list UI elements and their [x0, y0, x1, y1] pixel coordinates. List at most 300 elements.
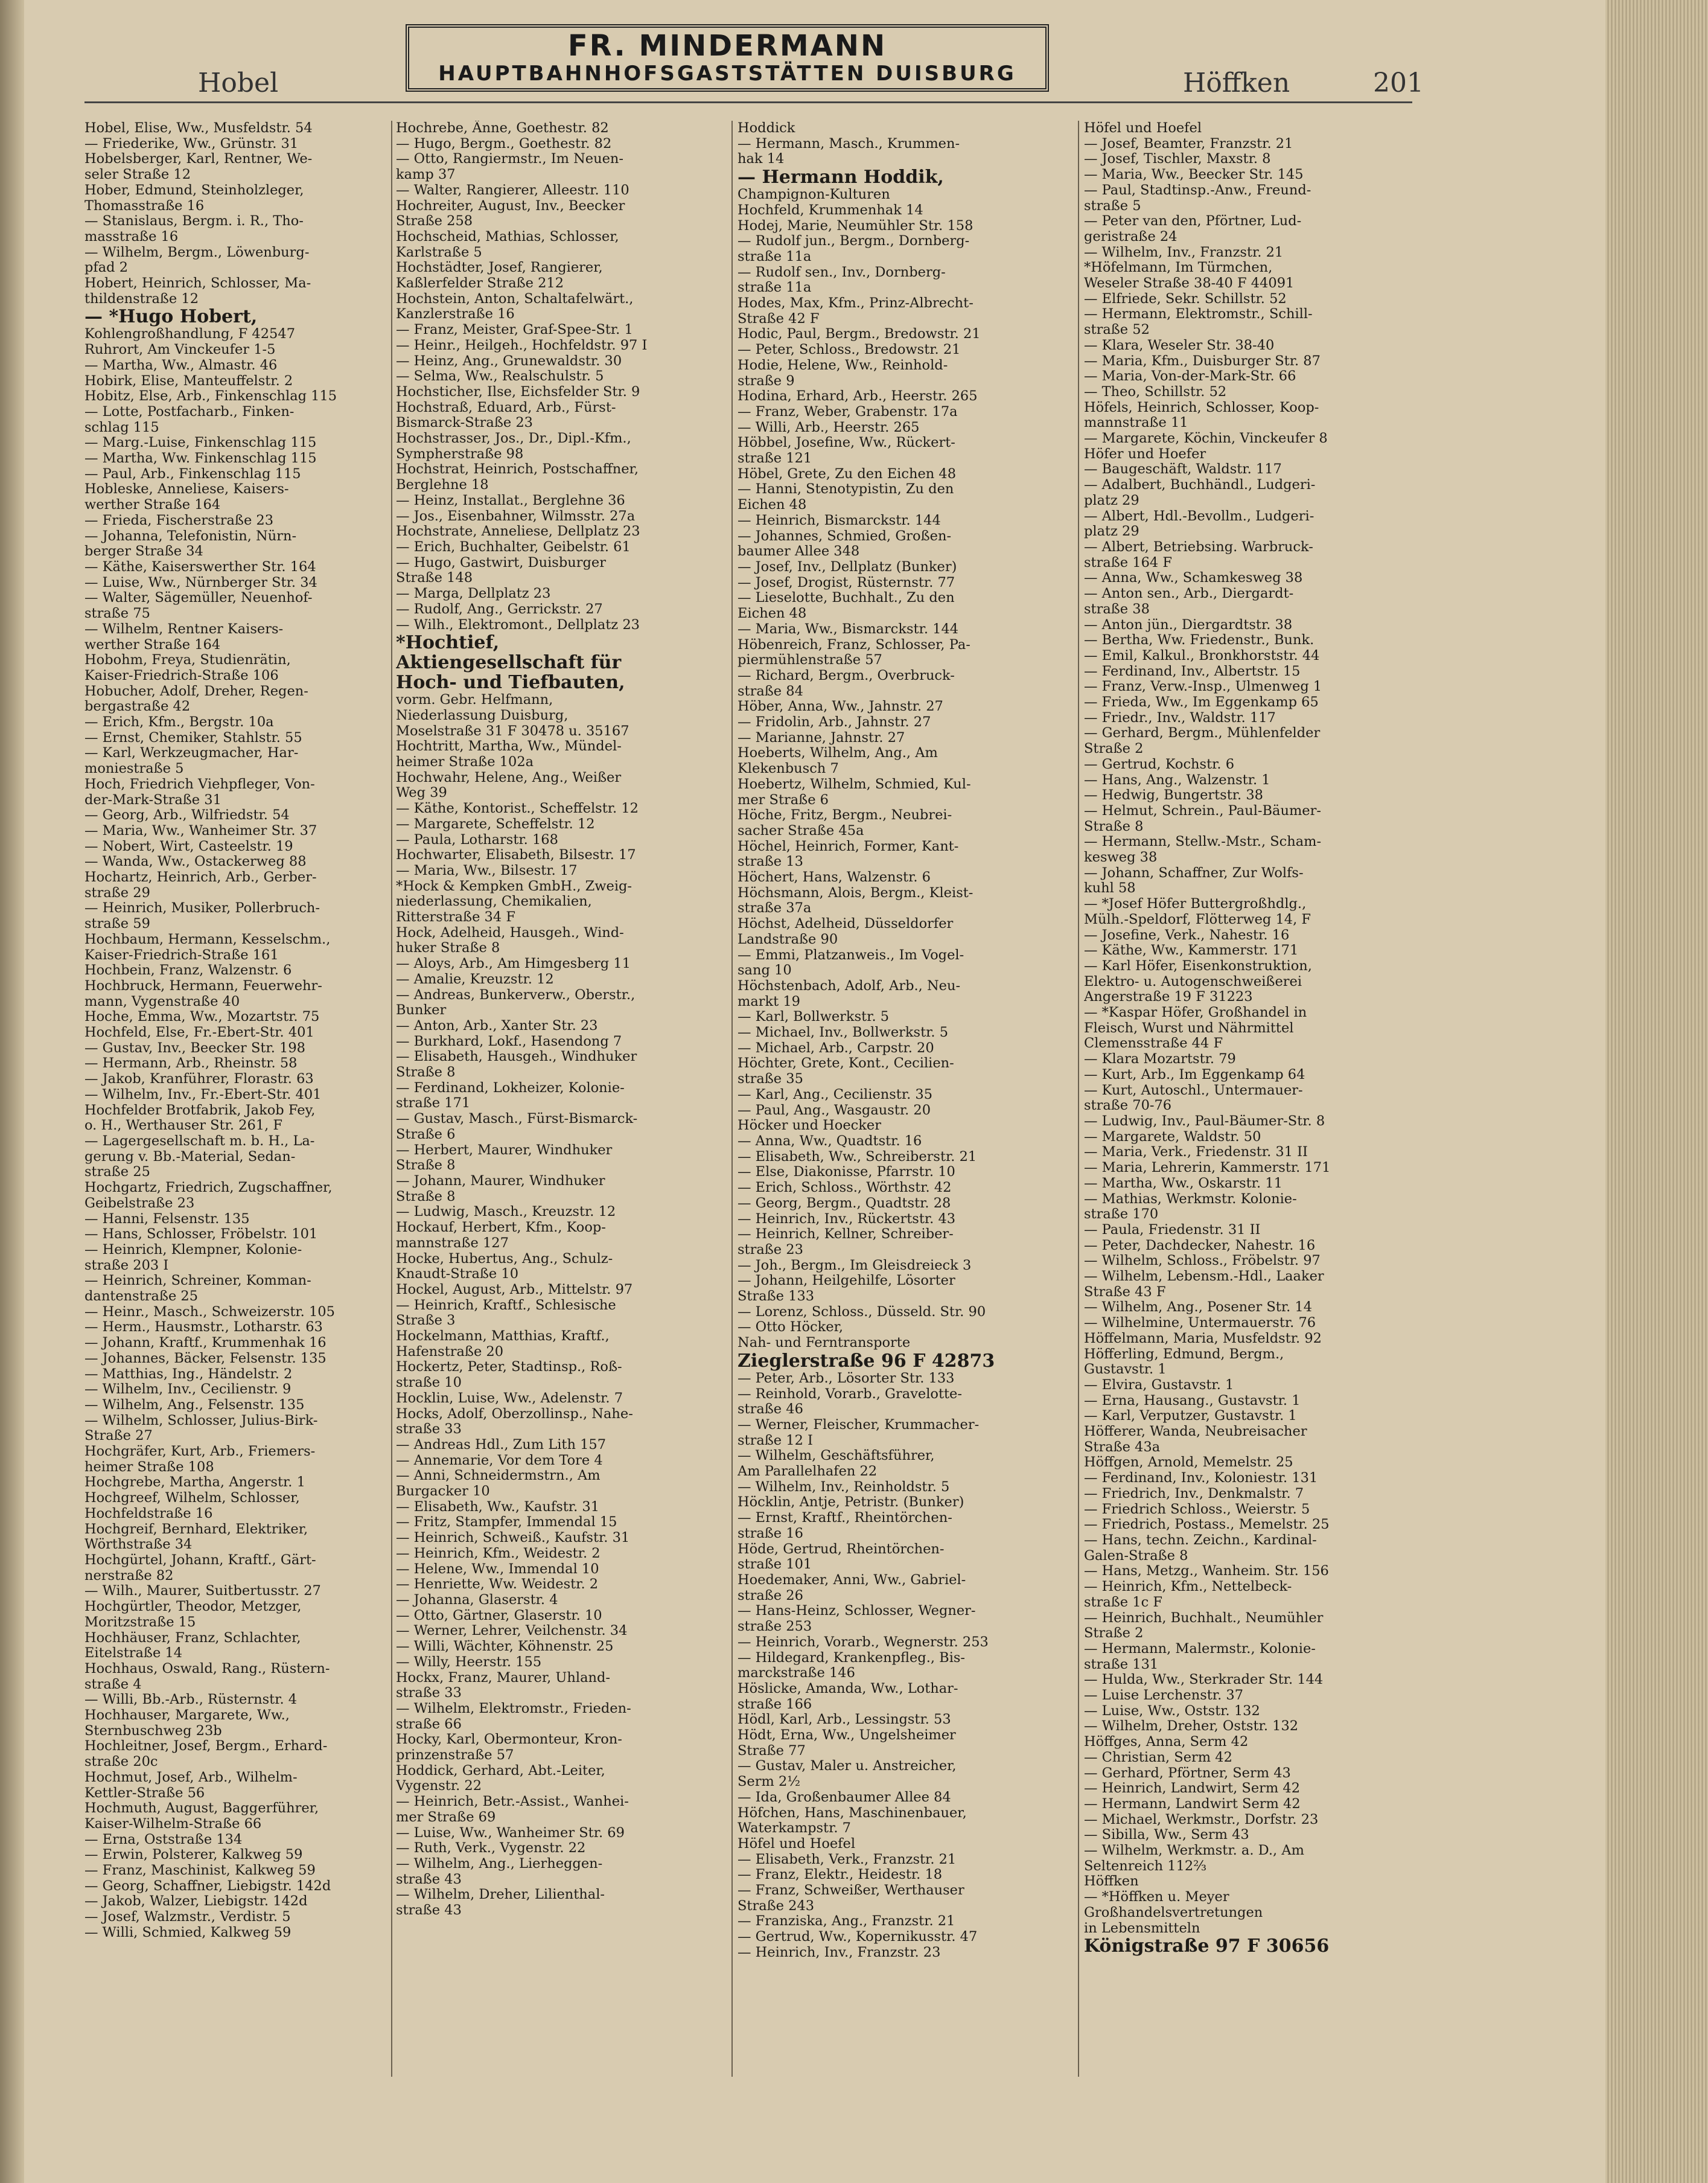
directory-entry: kuhl 58: [1084, 881, 1136, 897]
directory-entry: Hockel, August, Arb., Mittelstr. 97: [396, 1282, 633, 1297]
directory-entry: Hödt, Erna, Ww., Ungelsheimer: [738, 1728, 956, 1744]
ad-line-2: HAUPTBAHNHOFSGASTSTÄTTEN DUISBURG: [438, 62, 1016, 86]
directory-entry: Hoddick: [738, 121, 795, 136]
directory-entry: — Hugo, Gastwirt, Duisburger: [396, 555, 606, 571]
directory-entry: Aktiengesellschaft für: [396, 653, 622, 673]
directory-entry: — Jakob, Walzer, Liebigstr. 142d: [84, 1894, 308, 1910]
directory-entry: — Georg, Schaffner, Liebigstr. 142d: [84, 1878, 331, 1894]
directory-entry: Clemensstraße 44 F: [1084, 1036, 1223, 1052]
directory-entry: Hobelsberger, Karl, Rentner, We-: [84, 152, 313, 167]
directory-entry: niederlassung, Chemikalien,: [396, 894, 592, 910]
book-fore-edge: [1605, 0, 1708, 2183]
directory-entry: sang 10: [738, 963, 792, 979]
directory-entry: Straße 8: [1084, 819, 1144, 834]
directory-entry: — Helmut, Schrein., Paul-Bäumer-: [1084, 803, 1321, 819]
directory-entry: — Amalie, Kreuzstr. 12: [396, 971, 554, 987]
directory-entry: Höde, Gertrud, Rheintörchen-: [738, 1541, 945, 1557]
directory-entry: Eichen 48: [738, 497, 807, 513]
directory-entry: straße 25: [84, 1165, 150, 1180]
directory-entry: — Marianne, Jahnstr. 27: [738, 730, 905, 746]
directory-entry: — Friedr., Inv., Waldstr. 117: [1084, 710, 1276, 726]
directory-entry: Hobohm, Freya, Studienrätin,: [84, 653, 291, 668]
directory-entry: — Luise, Ww., Oststr. 132: [1084, 1703, 1260, 1719]
directory-entry: Hockauf, Herbert, Kfm., Koop-: [396, 1220, 606, 1236]
directory-entry: — Werner, Lehrer, Veilchenstr. 34: [396, 1623, 628, 1639]
directory-entry: — Willi, Bb.-Arb., Rüsternstr. 4: [84, 1692, 298, 1708]
column-divider: [1078, 121, 1079, 2077]
directory-entry: — Martha, Ww., Almastr. 46: [84, 357, 278, 373]
directory-entry: Kaiser-Friedrich-Straße 106: [84, 668, 279, 683]
directory-entry: Straße 8: [396, 1158, 456, 1174]
directory-entry: huker Straße 8: [396, 941, 500, 956]
directory-entry: Champignon-Kulturen: [738, 187, 890, 203]
column-divider: [391, 121, 392, 2077]
directory-entry: Bismarck-Straße 23: [396, 415, 533, 431]
directory-entry: — Johann, Maurer, Windhuker: [396, 1174, 605, 1189]
directory-entry: — Johann, Heilgehilfe, Lösorter: [738, 1273, 955, 1289]
directory-entry: moniestraße 5: [84, 761, 184, 777]
directory-entry: — Karl, Bollwerkstr. 5: [738, 1009, 890, 1025]
directory-entry: straße 46: [738, 1402, 803, 1418]
directory-entry: Hochwarter, Elisabeth, Bilsestr. 17: [396, 848, 636, 863]
directory-entry: — Adalbert, Buchhändl., Ludgeri-: [1084, 478, 1316, 493]
directory-entry: — Elisabeth, Ww., Schreiberstr. 21: [738, 1149, 977, 1165]
directory-entry: straße 26: [738, 1588, 803, 1603]
directory-entry: — Lotte, Postfacharb., Finken-: [84, 404, 295, 420]
directory-entry: — Marga, Dellplatz 23: [396, 586, 551, 602]
directory-entry: — Heinz, Installat., Berglehne 36: [396, 493, 625, 508]
directory-entry: Höbel, Grete, Zu den Eichen 48: [738, 466, 957, 482]
directory-entry: — Lorenz, Schloss., Düsseld. Str. 90: [738, 1304, 986, 1320]
directory-entry: — Anton, Arb., Xanter Str. 23: [396, 1018, 598, 1034]
directory-entry: — Christian, Serm 42: [1084, 1750, 1232, 1765]
directory-entry: — Elvira, Gustavstr. 1: [1084, 1377, 1234, 1393]
directory-entry: Hochbein, Franz, Walzenstr. 6: [84, 963, 292, 979]
directory-entry: Hochfelder Brotfabrik, Jakob Fey,: [84, 1102, 316, 1118]
directory-entry: — Wilhelm, Inv., Franzstr. 21: [1084, 245, 1284, 260]
directory-entry: — Karl Höfer, Eisenkonstruktion,: [1084, 958, 1312, 974]
directory-entry: straße 37a: [738, 901, 812, 916]
directory-entry: straße 131: [1084, 1657, 1159, 1672]
directory-entry: — Else, Diakonisse, Pfarrstr. 10: [738, 1165, 955, 1180]
directory-entry: Königstraße 97 F 30656: [1084, 1936, 1330, 1957]
directory-entry: Hodie, Helene, Ww., Reinhold-: [738, 357, 948, 373]
directory-entry: Hochartz, Heinrich, Arb., Gerber-: [84, 870, 317, 886]
directory-entry: Straße 77: [738, 1743, 806, 1759]
directory-entry: — Erna, Hausang., Gustavstr. 1: [1084, 1393, 1301, 1408]
directory-entry: Straße 42 F: [738, 311, 820, 327]
directory-entry: — Maria, Ww., Bismarckstr. 144: [738, 621, 959, 637]
directory-entry: — Hermann, Arb., Rheinstr. 58: [84, 1056, 298, 1072]
directory-entry: mann, Vygenstraße 40: [84, 994, 240, 1009]
directory-entry: — Wilhelm, Geschäftsführer,: [738, 1448, 935, 1464]
directory-entry: Burgacker 10: [396, 1484, 490, 1500]
directory-entry: Gustavstr. 1: [1084, 1362, 1167, 1378]
directory-entry: Hochmuth, August, Baggerführer,: [84, 1801, 319, 1817]
directory-entry: straße 29: [84, 885, 150, 901]
directory-entry: — Wilhelm, Bergm., Löwenburg-: [84, 245, 310, 260]
directory-entry: — Paul, Arb., Finkenschlag 115: [84, 466, 301, 482]
directory-entry: straße 12 I: [738, 1433, 813, 1448]
page-number: 201: [1373, 68, 1424, 98]
directory-entry: — Anna, Ww., Quadtstr. 16: [738, 1134, 922, 1149]
directory-entry: Hocky, Karl, Obermonteur, Kron-: [396, 1732, 622, 1748]
directory-entry: — Maria, Lehrerin, Kammerstr. 171: [1084, 1160, 1331, 1176]
directory-entry: straße 23: [738, 1242, 803, 1258]
directory-entry: Nah- und Ferntransporte: [738, 1335, 911, 1351]
directory-entry: — Fritz, Stampfer, Immendal 15: [396, 1515, 617, 1530]
directory-entry: Hoddick, Gerhard, Abt.-Leiter,: [396, 1763, 605, 1779]
directory-entry: Höfferer, Wanda, Neubreisacher: [1084, 1424, 1307, 1440]
directory-entry: kesweg 38: [1084, 850, 1158, 866]
directory-entry: Hochhaus, Oswald, Rang., Rüstern-: [84, 1661, 330, 1676]
directory-entry: Ritterstraße 34 F: [396, 910, 515, 925]
directory-entry: Höslicke, Amanda, Ww., Lothar-: [738, 1681, 958, 1696]
directory-entry: Hockx, Franz, Maurer, Uhland-: [396, 1670, 610, 1686]
directory-entry: Bunker: [396, 1003, 447, 1018]
directory-entry: markt 19: [738, 994, 800, 1009]
directory-entry: — Paula, Friedenstr. 31 II: [1084, 1222, 1261, 1238]
directory-entry: straße 11a: [738, 280, 812, 296]
directory-entry: — Andreas, Bunkerverw., Oberstr.,: [396, 987, 636, 1003]
directory-entry: — Georg, Bergm., Quadtstr. 28: [738, 1195, 951, 1211]
directory-entry: — Lieselotte, Buchhalt., Zu den: [738, 590, 955, 606]
directory-entry: — Elisabeth, Ww., Kaufstr. 31: [396, 1499, 600, 1515]
directory-entry: Straße 243: [738, 1898, 815, 1914]
directory-entry: — Ludwig, Masch., Kreuzstr. 12: [396, 1204, 616, 1220]
directory-entry: werther Straße 164: [84, 637, 221, 653]
directory-entry: — Richard, Bergm., Overbruck-: [738, 668, 955, 683]
directory-entry: — Hanni, Felsenstr. 135: [84, 1211, 250, 1227]
directory-entry: — Josef, Tischler, Maxstr. 8: [1084, 152, 1271, 167]
directory-entry: straße 33: [396, 1686, 462, 1701]
directory-entry: — Erna, Oststraße 134: [84, 1832, 243, 1847]
directory-entry: — Stanislaus, Bergm. i. R., Tho-: [84, 214, 304, 229]
directory-entry: — Heinrich, Inv., Franzstr. 23: [738, 1945, 941, 1960]
column-2: [396, 121, 728, 2113]
directory-entry: — Aloys, Arb., Am Himgesberg 11: [396, 956, 631, 972]
directory-entry: — Heinrich, Buchhalt., Neumühler: [1084, 1610, 1324, 1626]
directory-entry: mer Straße 6: [738, 792, 829, 808]
directory-entry: piermühlenstraße 57: [738, 653, 882, 668]
column-4: [1084, 121, 1416, 2113]
directory-entry: Hober, Edmund, Steinholzleger,: [84, 182, 304, 198]
directory-entry: Sternbuschweg 23b: [84, 1723, 222, 1739]
directory-entry: Wörthstraße 34: [84, 1537, 193, 1553]
header-advertisement: [406, 24, 1049, 92]
directory-entry: platz 29: [1084, 524, 1139, 540]
directory-entry: — Rudolf, Ang., Gerrickstr. 27: [396, 601, 603, 617]
directory-entry: — Josef, Inv., Dellplatz (Bunker): [738, 559, 957, 575]
directory-entry: heimer Straße 102a: [396, 755, 534, 770]
directory-entry: Hochleitner, Josef, Bergm., Erhard-: [84, 1739, 328, 1754]
directory-entry: — Klara Mozartstr. 79: [1084, 1052, 1236, 1067]
directory-entry: — Johannes, Schmied, Großen-: [738, 528, 952, 544]
directory-entry: Straße 258: [396, 214, 473, 229]
directory-entry: — Hans, techn. Zeichn., Kardinal-: [1084, 1532, 1317, 1548]
directory-entry: Hocks, Adolf, Oberzollinsp., Nahe-: [396, 1406, 633, 1422]
directory-entry: Hochstrate, Anneliese, Dellplatz 23: [396, 524, 640, 540]
directory-entry: — Franz, Elektr., Heidestr. 18: [738, 1867, 943, 1883]
directory-entry: pfad 2: [84, 260, 129, 276]
directory-entry: Hochgräfer, Kurt, Arb., Friemers-: [84, 1444, 316, 1460]
directory-entry: Elektro- u. Autogenschweißerei: [1084, 974, 1302, 989]
directory-entry: — Gustav, Maler u. Anstreicher,: [738, 1759, 957, 1774]
directory-entry: Hochscheid, Mathias, Schlosser,: [396, 229, 619, 245]
directory-entry: Klekenbusch 7: [738, 761, 839, 777]
directory-entry: — Margarete, Waldstr. 50: [1084, 1129, 1261, 1145]
directory-entry: — Erich, Buchhalter, Geibelstr. 61: [396, 539, 631, 555]
directory-entry: — *Höffken u. Meyer: [1084, 1890, 1229, 1905]
directory-entry: Niederlassung Duisburg,: [396, 708, 569, 723]
directory-entry: — Gustav, Masch., Fürst-Bismarck-: [396, 1111, 638, 1127]
directory-entry: Hoch, Friedrich Viehpfleger, Von-: [84, 776, 315, 792]
directory-entry: — Johann, Kraftf., Krummenhak 16: [84, 1335, 327, 1351]
directory-entry: — Gustav, Inv., Beecker Str. 198: [84, 1040, 305, 1056]
directory-entry: — Peter, Schloss., Bredowstr. 21: [738, 342, 961, 358]
directory-entry: — Nobert, Wirt, Casteelstr. 19: [84, 839, 293, 854]
directory-entry: — Hildegard, Krankenpfleg., Bis-: [738, 1650, 966, 1666]
directory-entry: — Karl, Ang., Cecilienstr. 35: [738, 1087, 933, 1102]
directory-entry: Großhandelsvertretungen: [1084, 1905, 1263, 1920]
directory-entry: — Käthe, Ww., Kammerstr. 171: [1084, 943, 1299, 959]
directory-entry: — Lagergesellschaft m. b. H., La-: [84, 1134, 315, 1149]
directory-entry: — Albert, Betriebsing. Warbruck-: [1084, 539, 1313, 555]
directory-entry: Hock, Adelheid, Hausgeh., Wind-: [396, 925, 624, 941]
directory-entry: — Otto Höcker,: [738, 1320, 844, 1335]
directory-entry: straße 59: [84, 916, 150, 932]
directory-entry: — Friedrich, Postass., Memelstr. 25: [1084, 1517, 1330, 1533]
directory-entry: Galen-Straße 8: [1084, 1548, 1188, 1564]
directory-entry: Serm 2½: [738, 1774, 801, 1790]
directory-entry: straße 11a: [738, 249, 812, 264]
directory-entry: — Baugeschäft, Waldstr. 117: [1084, 462, 1282, 478]
directory-entry: — Marg.-Luise, Finkenschlag 115: [84, 435, 317, 451]
directory-entry: — Friedrich Schloss., Weierstr. 5: [1084, 1501, 1310, 1517]
directory-entry: — Heinrich, Kellner, Schreiber-: [738, 1227, 954, 1242]
directory-entry: gerung v. Bb.-Material, Sedan-: [84, 1149, 296, 1165]
directory-entry: *Hochtief,: [396, 633, 500, 653]
directory-entry: — Maria, Ww., Beecker Str. 145: [1084, 167, 1304, 183]
directory-entry: Höffges, Anna, Serm 42: [1084, 1734, 1249, 1750]
directory-entry: — Anna, Ww., Schamkesweg 38: [1084, 571, 1303, 586]
directory-entry: — Heinrich, Kfm., Nettelbeck-: [1084, 1579, 1292, 1595]
directory-entry: — Wilhelm, Lebensm.-Hdl., Laaker: [1084, 1269, 1324, 1285]
directory-entry: — Maria, Ww., Wanheimer Str. 37: [84, 823, 317, 839]
directory-entry: — Georg, Arb., Wilfriedstr. 54: [84, 808, 290, 823]
directory-entry: Weseler Straße 38-40 F 44091: [1084, 276, 1295, 292]
directory-entry: Ruhrort, Am Vinckeufer 1-5: [84, 342, 276, 358]
directory-entry: — Wilhelm, Ang., Felsenstr. 135: [84, 1397, 305, 1413]
directory-entry: — Gertrud, Kochstr. 6: [1084, 756, 1235, 772]
directory-entry: — Franziska, Ang., Franzstr. 21: [738, 1914, 955, 1929]
directory-entry: — Maria, Ww., Bilsestr. 17: [396, 863, 578, 878]
directory-entry: Höchel, Heinrich, Former, Kant-: [738, 839, 959, 854]
directory-entry: straße 20c: [84, 1754, 158, 1770]
directory-entry: Kanzlerstraße 16: [396, 307, 515, 322]
directory-entry: — Johanna, Glaserstr. 4: [396, 1592, 558, 1608]
directory-entry: Höfferling, Edmund, Bergm.,: [1084, 1346, 1284, 1362]
directory-entry: geristraße 24: [1084, 229, 1177, 245]
directory-entry: straße 52: [1084, 322, 1150, 338]
directory-entry: straße 84: [738, 683, 803, 699]
directory-entry: straße 70-76: [1084, 1098, 1172, 1114]
directory-entry: Kohlengroßhandlung, F 42547: [84, 327, 296, 342]
directory-entry: — Wilh., Maurer, Suitbertusstr. 27: [84, 1584, 321, 1599]
directory-entry: Hobirk, Elise, Manteuffelstr. 2: [84, 373, 293, 389]
directory-entry: — Josef, Walzmstr., Verdistr. 5: [84, 1910, 291, 1925]
directory-entry: Hochfeld, Krummenhak 14: [738, 202, 923, 218]
directory-entry: — Joh., Bergm., Im Gleisdreieck 3: [738, 1258, 972, 1273]
directory-entry: — Hulda, Ww., Sterkrader Str. 144: [1084, 1672, 1324, 1688]
directory-entry: Eitelstraße 14: [84, 1646, 183, 1661]
directory-entry: Hodej, Marie, Neumühler Str. 158: [738, 218, 973, 234]
header-rule: [84, 101, 1412, 103]
directory-entry: — Willi, Schmied, Kalkweg 59: [84, 1925, 292, 1940]
directory-entry: Hödl, Karl, Arb., Lessingstr. 53: [738, 1712, 951, 1728]
directory-entry: Höbenreich, Franz, Schlosser, Pa-: [738, 637, 970, 653]
directory-entry: Hochgartz, Friedrich, Zugschaffner,: [84, 1180, 333, 1196]
directory-entry: — Heinrich, Bismarckstr. 144: [738, 513, 941, 528]
directory-entry: — Hans, Ang., Walzenstr. 1: [1084, 772, 1270, 788]
directory-entry: thildenstraße 12: [84, 291, 199, 307]
directory-entry: straße 5: [1084, 198, 1141, 214]
directory-entry: Höber, Anna, Ww., Jahnstr. 27: [738, 699, 943, 715]
directory-entry: straße 4: [84, 1676, 142, 1692]
directory-entry: — Willi, Arb., Heerstr. 265: [738, 420, 920, 435]
directory-entry: Kettler-Straße 56: [84, 1785, 205, 1801]
directory-entry: Hoebertz, Wilhelm, Schmied, Kul-: [738, 776, 971, 792]
directory-entry: — Annemarie, Vor dem Tore 4: [396, 1453, 603, 1468]
directory-entry: Höfchen, Hans, Maschinenbauer,: [738, 1805, 967, 1821]
directory-entry: — Michael, Arb., Carpstr. 20: [738, 1040, 934, 1056]
directory-entry: — Jos., Eisenbahner, Wilmsstr. 27a: [396, 508, 636, 524]
directory-entry: — Burkhard, Lokf., Hasendong 7: [396, 1034, 622, 1049]
directory-entry: — Hans, Schlosser, Fröbelstr. 101: [84, 1227, 318, 1242]
directory-entry: Hochstädter, Josef, Rangierer,: [396, 260, 603, 276]
directory-entry: Hochfeldstraße 16: [84, 1506, 213, 1521]
directory-entry: — Peter, Arb., Lösorter Str. 133: [738, 1370, 955, 1386]
directory-entry: — Maria, Von-der-Mark-Str. 66: [1084, 369, 1296, 385]
directory-entry: straße 101: [738, 1557, 812, 1573]
directory-entry: — Wilhelm, Rentner Kaisers-: [84, 621, 284, 637]
directory-entry: — Ferdinand, Inv., Koloniestr. 131: [1084, 1471, 1318, 1486]
directory-entry: — Ruth, Verk., Vygenstr. 22: [396, 1841, 586, 1856]
directory-entry: — Gerhard, Bergm., Mühlenfelder: [1084, 726, 1321, 741]
directory-entry: — Andreas Hdl., Zum Lith 157: [396, 1437, 607, 1453]
directory-entry: — Heinr., Heilgeh., Hochfeldstr. 97 I: [396, 337, 648, 353]
directory-entry: Straße 43a: [1084, 1439, 1161, 1455]
directory-entry: — Paul, Ang., Wasgaustr. 20: [738, 1102, 931, 1118]
directory-entry: — Hedwig, Bungertstr. 38: [1084, 788, 1263, 804]
directory-entry: — Franz, Meister, Graf-Spee-Str. 1: [396, 322, 633, 338]
directory-entry: *Höfelmann, Im Türmchen,: [1084, 260, 1273, 276]
directory-entry: — Ludwig, Inv., Paul-Bäumer-Str. 8: [1084, 1114, 1325, 1129]
directory-entry: — Klara, Weseler Str. 38-40: [1084, 337, 1275, 353]
directory-entry: — Franz, Schweißer, Werthauser: [738, 1883, 964, 1899]
directory-entry: — Michael, Inv., Bollwerkstr. 5: [738, 1025, 949, 1041]
directory-entry: Angerstraße 19 F 31223: [1084, 989, 1253, 1005]
directory-entry: — Ida, Großenbaumer Allee 84: [738, 1789, 951, 1805]
directory-entry: — Hermann, Malermstr., Kolonie-: [1084, 1641, 1316, 1657]
directory-entry: vorm. Gebr. Helfmann,: [396, 692, 553, 708]
directory-entry: prinzenstraße 57: [396, 1748, 514, 1763]
directory-entry: Karlstraße 5: [396, 245, 482, 260]
directory-entry: — Johanna, Telefonistin, Nürn-: [84, 528, 297, 544]
directory-entry: straße 13: [738, 854, 803, 870]
directory-entry: — Wilhelm, Inv., Reinholdstr. 5: [738, 1479, 950, 1495]
directory-entry: Straße 2: [1084, 1626, 1144, 1641]
directory-entry: — Emil, Kalkul., Bronkhorststr. 44: [1084, 648, 1320, 663]
directory-entry: kamp 37: [396, 167, 456, 183]
directory-entry: — Willy, Heerstr. 155: [396, 1654, 542, 1670]
directory-entry: — Elfriede, Sekr. Schillstr. 52: [1084, 291, 1287, 307]
directory-entry: — Heinrich, Schreiner, Komman-: [84, 1273, 311, 1289]
directory-entry: — Hermann, Elektromstr., Schill-: [1084, 307, 1313, 322]
directory-entry: in Lebensmitteln: [1084, 1920, 1200, 1936]
directory-entry: — Wilhelm, Inv., Cecilienstr. 9: [84, 1382, 292, 1398]
directory-entry: Hochbruck, Hermann, Feuerwehr-: [84, 978, 322, 994]
directory-entry: — Heinrich, Vorarb., Wegnerstr. 253: [738, 1634, 989, 1650]
directory-entry: Höfels, Heinrich, Schlosser, Koop-: [1084, 400, 1319, 415]
directory-entry: straße 170: [1084, 1207, 1159, 1223]
directory-entry: — Wilhelm, Dreher, Oststr. 132: [1084, 1719, 1299, 1734]
directory-entry: Hodic, Paul, Bergm., Bredowstr. 21: [738, 327, 981, 342]
directory-entry: — Hans, Metzg., Wanheim. Str. 156: [1084, 1564, 1329, 1579]
directory-entry: — Wilhelm, Ang., Posener Str. 14: [1084, 1300, 1313, 1315]
directory-entry: mer Straße 69: [396, 1809, 496, 1825]
directory-entry: — Erich, Kfm., Bergstr. 10a: [84, 715, 274, 730]
directory-entry: — Paula, Lotharstr. 168: [396, 832, 558, 848]
directory-entry: — Albert, Hdl.-Bevollm., Ludgeri-: [1084, 508, 1314, 524]
directory-entry: — Kurt, Arb., Im Eggenkamp 64: [1084, 1067, 1305, 1082]
directory-entry: — Käthe, Kontorist., Scheffelstr. 12: [396, 801, 639, 817]
directory-entry: dantenstraße 25: [84, 1289, 199, 1305]
directory-entry: — Anton sen., Arb., Diergardt-: [1084, 586, 1294, 602]
directory-entry: — Elisabeth, Hausgeh., Windhuker: [396, 1049, 637, 1065]
directory-entry: — Fridolin, Arb., Jahnstr. 27: [738, 715, 931, 730]
directory-entry: Hodina, Erhard, Arb., Heerstr. 265: [738, 389, 978, 404]
header-right-word: Höffken: [1183, 68, 1290, 98]
directory-entry: — Hugo, Bergm., Goethestr. 82: [396, 136, 612, 152]
directory-entry: Berglehne 18: [396, 478, 489, 493]
directory-entry: — Theo, Schillstr. 52: [1084, 384, 1227, 400]
directory-entry: straße 253: [738, 1619, 812, 1635]
directory-entry: — Ferdinand, Lokheizer, Kolonie-: [396, 1080, 625, 1096]
directory-entry: — Heinrich, Kraftf., Schlesische: [396, 1297, 616, 1313]
directory-entry: — Hermann, Stellw.-Mstr., Scham-: [1084, 834, 1322, 850]
directory-entry: Hochstraß, Eduard, Arb., Fürst-: [396, 400, 616, 415]
directory-entry: — Walter, Rangierer, Alleestr. 110: [396, 182, 629, 198]
directory-entry: — Erwin, Polsterer, Kalkweg 59: [84, 1847, 303, 1863]
directory-entry: Hocklin, Luise, Ww., Adelenstr. 7: [396, 1390, 623, 1406]
directory-entry: — Bertha, Ww. Friedenstr., Bunk.: [1084, 633, 1314, 648]
directory-entry: Hoedemaker, Anni, Ww., Gabriel-: [738, 1572, 966, 1588]
directory-entry: — Peter, Dachdecker, Nahestr. 16: [1084, 1238, 1316, 1253]
column-divider: [731, 121, 733, 2077]
directory-entry: Am Parallelhafen 22: [738, 1464, 878, 1480]
directory-entry: — Martha, Ww., Oskarstr. 11: [1084, 1175, 1283, 1191]
directory-entry: Landstraße 90: [738, 932, 838, 947]
directory-entry: Kaiser-Wilhelm-Straße 66: [84, 1816, 262, 1832]
directory-entry: Hochstrasser, Jos., Dr., Dipl.-Kfm.,: [396, 431, 631, 447]
directory-entry: Hobleske, Anneliese, Kaisers-: [84, 482, 289, 497]
directory-entry: mannstraße 127: [396, 1235, 509, 1251]
directory-entry: straße 9: [738, 373, 795, 389]
directory-entry: — Hanni, Stenotypistin, Zu den: [738, 482, 954, 497]
directory-entry: — *Kaspar Höfer, Großhandel in: [1084, 1005, 1307, 1021]
directory-entry: Hochhauser, Margarete, Ww.,: [84, 1708, 290, 1724]
